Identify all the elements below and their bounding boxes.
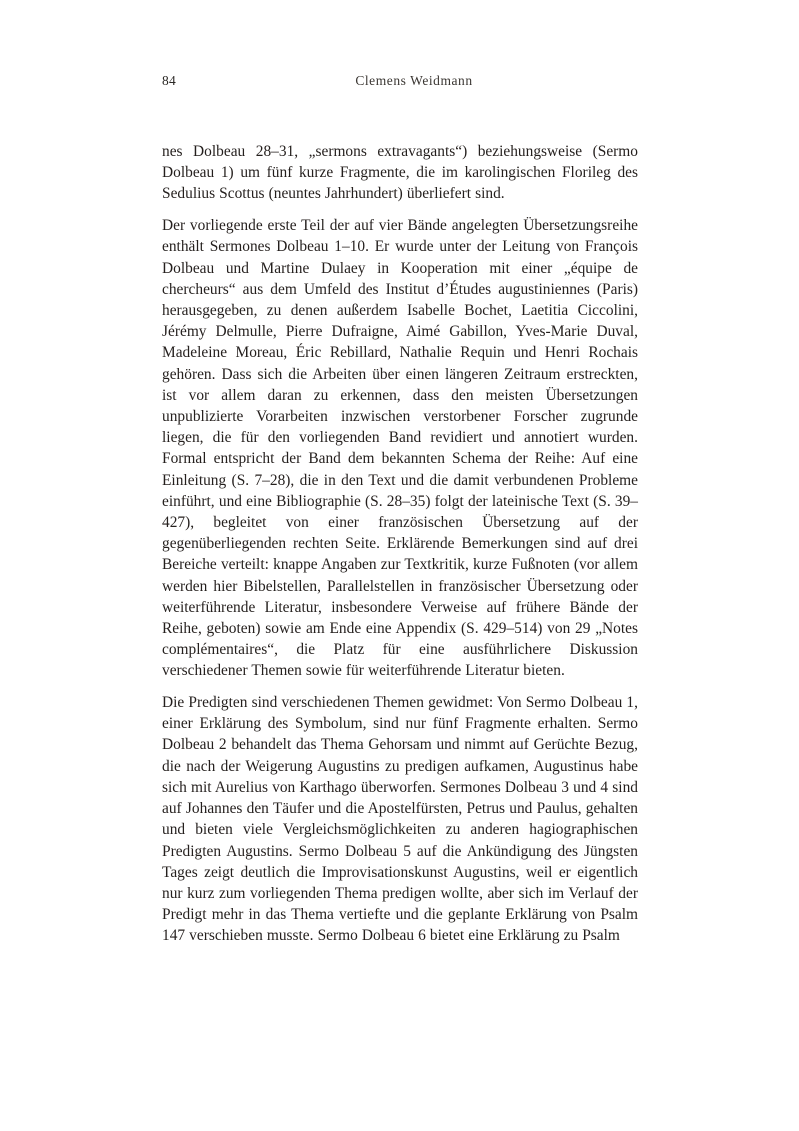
running-header	[162, 72, 638, 90]
body-text	[162, 141, 638, 947]
page-number: 84	[162, 73, 176, 88]
paragraph: Die Predigten sind verschiedenen Themen gewidmet: Von Sermo Dolbeau 1, einer Erklärung des Symbolum, sind nur fünf Fragmente erhalten. Sermo Dolbeau 2 behandelt das Thema Gehorsam und nimmt auf Gerüchte Bezug, die nach der Weigerung Augustins zu predigen aufkamen, Augustinus habe sich mit Aurelius von Karthago überworfen. Sermones Dolbeau 3 und 4 sind auf Johannes den Täufer und die Apostelfürsten, Petrus und Paulus, gehalten und bieten viele Vergleichsmöglichkeiten zu anderen hagiographischen Predigten Augustins. Sermo Dolbeau 5 auf die Ankündigung des Jüngsten Tages zeigt deutlich die Improvisationskunst Augustins, weil er eigentlich nur kurz zum vorliegenden Thema predigen wollte, aber sich im Verlauf der Predigt mehr in das Thema vertiefte und die geplante Erklärung von Psalm 147 verschieben musste. Sermo Dolbeau 6 bietet eine Erklärung zu Psalm	[162, 694, 638, 945]
paragraph: nes Dolbeau 28–31, „sermons extravagants“) beziehungsweise (Sermo Dolbeau 1) um fünf kurze Fragmente, die im karolingischen Florileg des Sedulius Scottus (neuntes Jahrhundert) überliefert sind.	[162, 143, 638, 203]
paragraph: Der vorliegende erste Teil der auf vier Bände angelegten Übersetzungsreihe enthält Sermones Dolbeau 1–10. Er wurde unter der Leitung von François Dolbeau und Martine Dulaey in Kooperation mit einer „équipe de chercheurs“ aus dem Umfeld des Institut d’Études augustiniennes (Paris) herausgegeben, zu denen außerdem Isabelle Bochet, Laetitia Ciccolini, Jérémy Delmulle, Pierre Dufraigne, Aimé Gabillon, Yves-Marie Duval, Madeleine Moreau, Éric Rebillard, Nathalie Requin und Henri Rochais gehören. Dass sich die Arbeiten über einen längeren Zeitraum erstreckten, ist vor allem daran zu erkennen, dass den meisten Übersetzungen unpublizierte Vorarbeiten inzwischen verstorbener Forscher zugrunde liegen, die für den vorliegenden Band revidiert und annotiert wurden. Formal entspricht der Band dem bekannten Schema der Reihe: Auf eine Einleitung (S. 7–28), die in den Text und die damit verbundenen Probleme einführt, und eine Bibliographie (S. 28–35) folgt der lateinische Text (S. 39–427), begleitet von einer französischen Übersetzung auf der gegenüberliegenden rechten Seite. Erklärende Bemerkungen sind auf drei Bereiche verteilt: knappe Angaben zur Textkritik, kurze Fußnoten (vor allem werden hier Bibelstellen, Parallelstellen in französischer Übersetzung oder weiterführende Literatur, insbesondere Verweise auf frühere Bände der Reihe, geboten) sowie am Ende eine Appendix (S. 429–514) von 29 „Notes complémentaires“, die Platz für eine ausführlichere Diskussion verschiedener Themen sowie für weiterführende Literatur bieten.	[162, 217, 638, 680]
running-title: Clemens Weidmann	[355, 73, 473, 88]
